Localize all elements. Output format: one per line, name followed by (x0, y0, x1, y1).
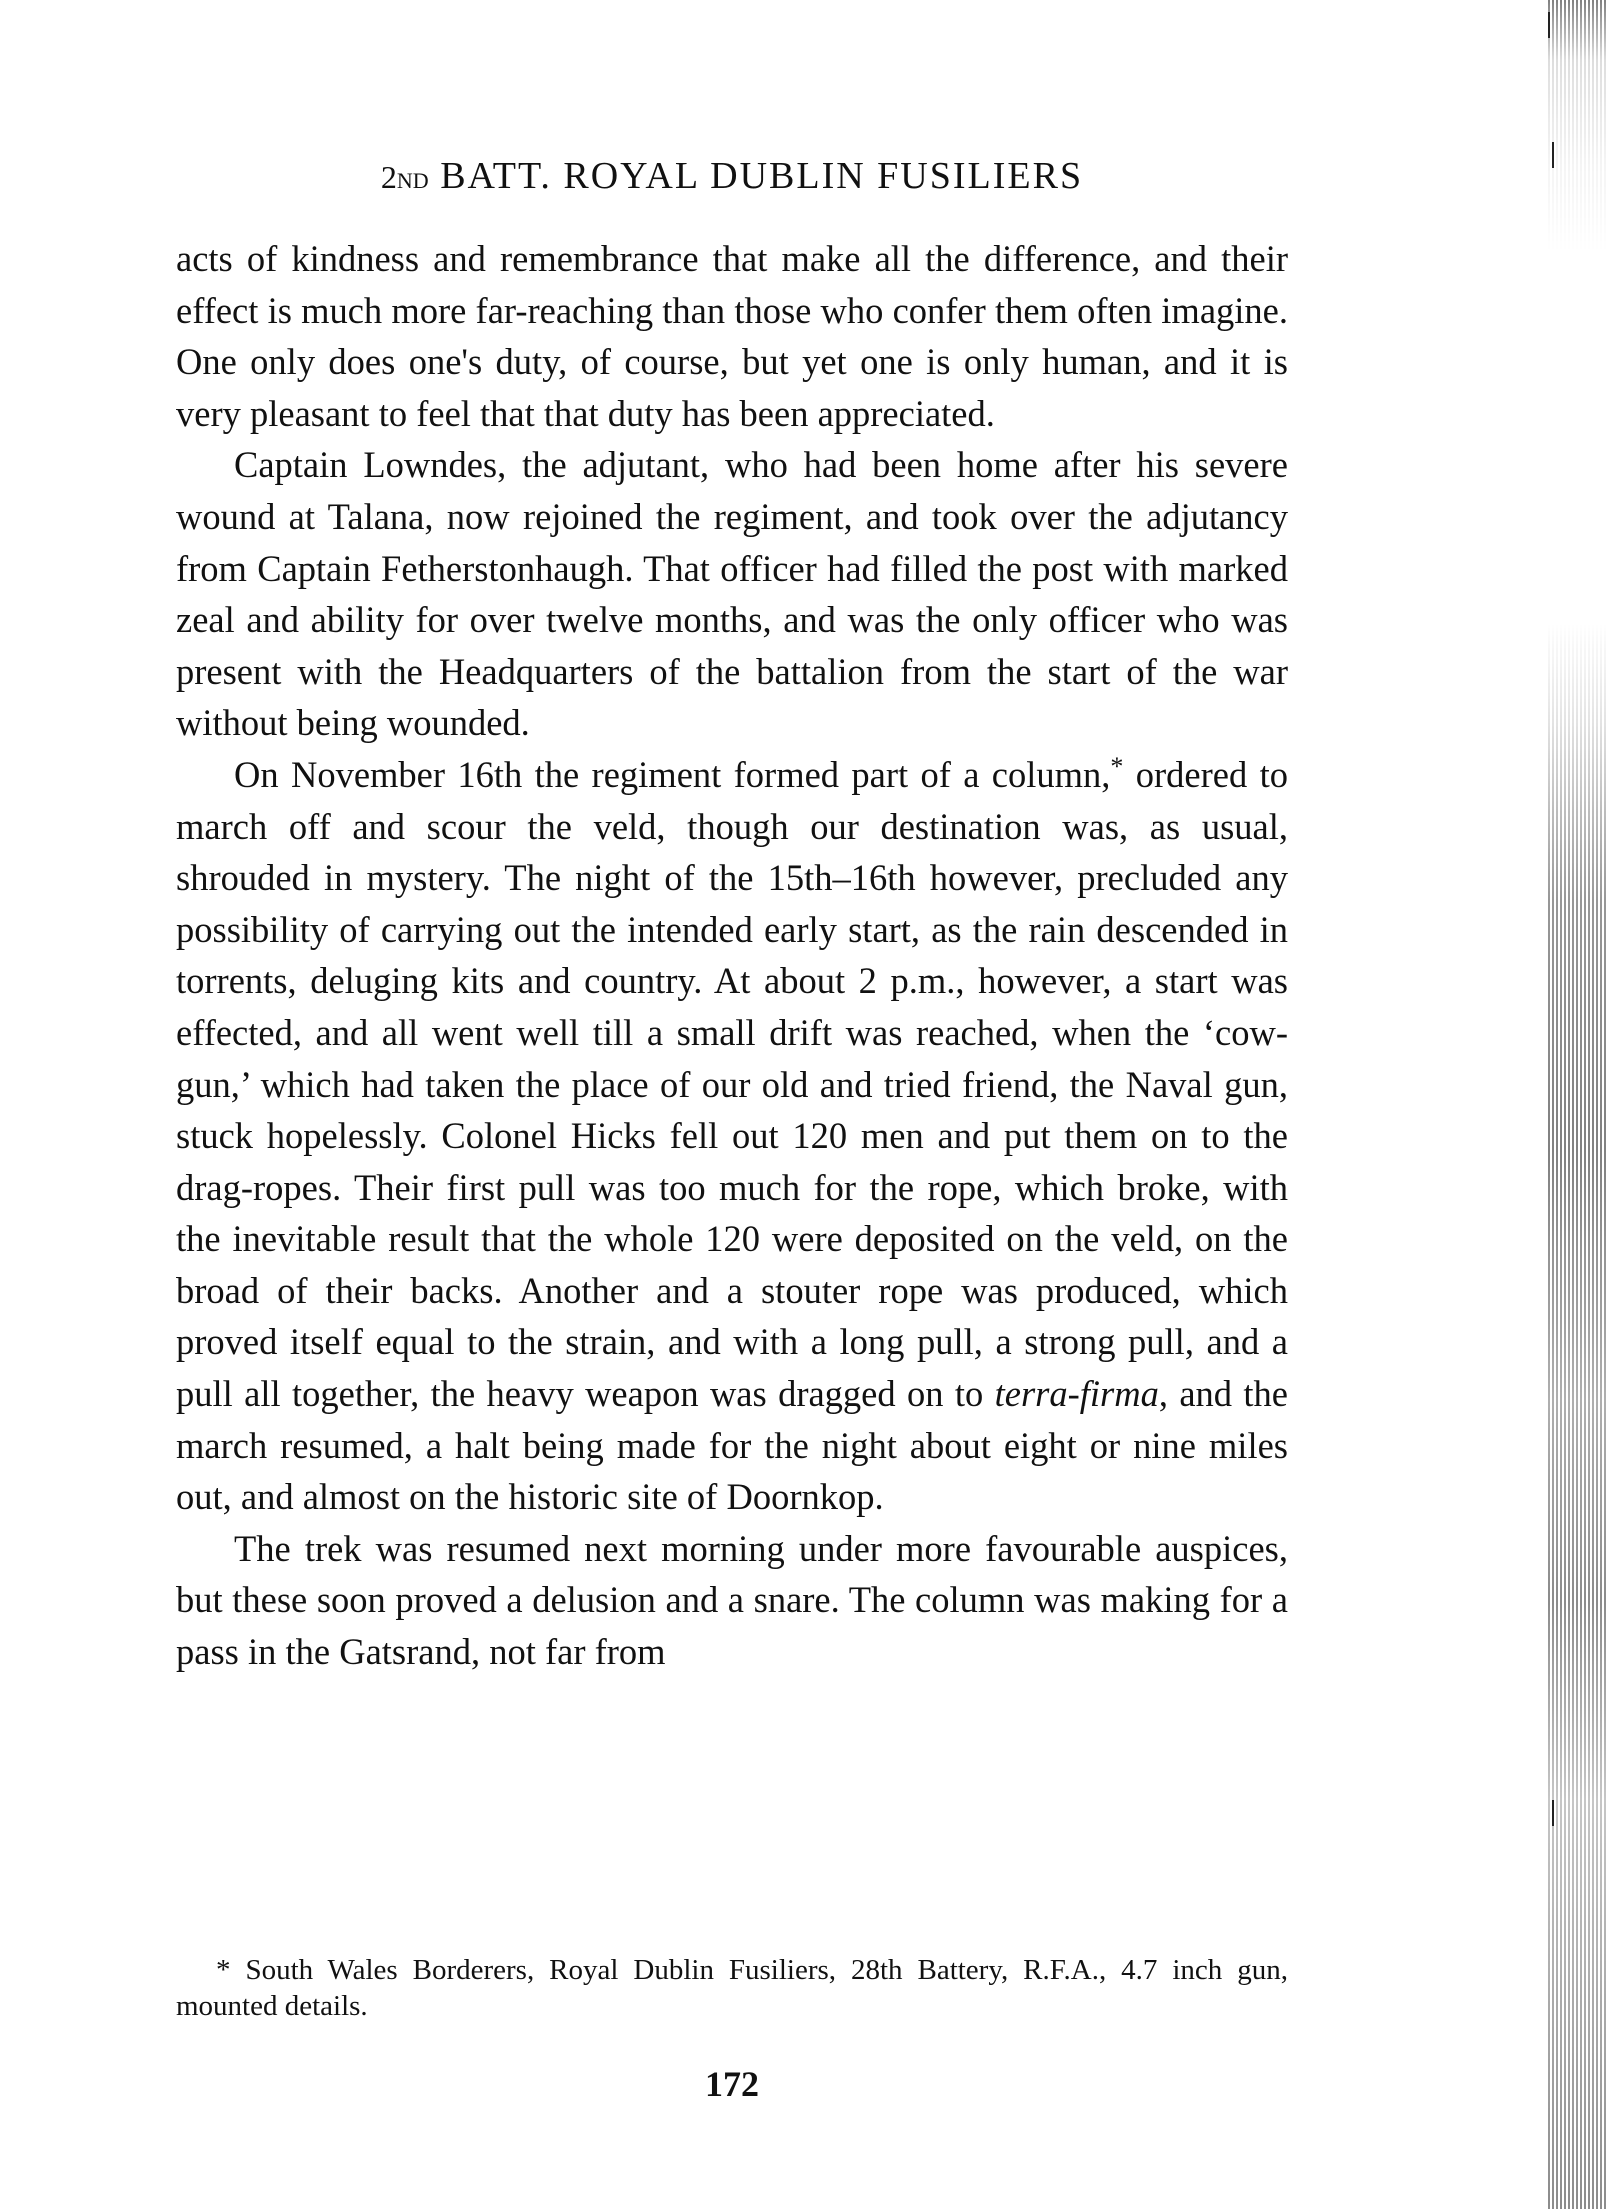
footnote (176, 1952, 1288, 2024)
italic-term: terra-firma (994, 1373, 1159, 1415)
page-number: 172 (705, 2064, 759, 2104)
scan-mark (1548, 12, 1550, 38)
footnote-text: South Wales Borderers, Royal Dublin Fusiliers, 28th Battery, R.F.A., 4.7 inch gun, mounted details. (176, 1954, 1288, 2022)
scan-edge-shadow (1548, 0, 1606, 2209)
paragraph-text: ordered to march off and scour the veld, though our destination was, as usual, shrouded in mystery. The night of the 15th–16th however, precluded any possibility of carrying out the intended early start, as the rain descended in torrents, deluging kits and country. At about 2 p.m., however, a start was effected, and all went well till a small drift was reached, when the ‘cow-gun,’ which had taken the place of our old and tried friend, the Naval gun, stuck hopelessly. Colonel Hicks fell out 120 men and put them on to the drag-ropes. Their first pull was too much for the rope, which broke, with the inevitable result that the whole 120 were deposited on the veld, on the broad of their backs. Another and a stouter rope was produced, which proved itself equal to the strain, and with a long pull, a strong pull, and a pull all together, the heavy weapon was dragged on to (176, 753, 1288, 1415)
footnote-reference: * (1110, 751, 1124, 781)
running-header (176, 152, 1288, 201)
footnote-marker: * (216, 1954, 231, 1986)
paragraph-text: , and the march resumed, a halt being made for the night about eight or nine miles out, and almost on the historic site of Doornkop. (176, 1373, 1289, 1518)
body-text (176, 233, 1288, 1678)
paragraph-continued: acts of kindness and remembrance that make all the difference, and their effect is much more far-reaching than those who confer them often imagine. One only does one's duty, of course, but yet one is only human, and it is very pleasant to feel that that duty has been appreciated. (176, 238, 1288, 434)
paragraph-text: On November 16th the regiment formed part of a column, (234, 753, 1111, 795)
header-ordinal: 2nd (380, 159, 429, 195)
scan-mark (1552, 1800, 1554, 1826)
paragraph-lowndes: Captain Lowndes, the adjutant, who had been home after his severe wound at Talana, now rejoined the regiment, and took over the adjutancy from Captain Fetherstonhaugh. That officer had filled the post with marked zeal and ability for over twelve months, and was the only officer who was present with the Headquarters of the battalion from the start of the war without being wounded. (176, 444, 1288, 744)
paragraph-november-16 (176, 749, 1288, 1523)
scan-mark (1552, 142, 1554, 168)
header-title: BATT. ROYAL DUBLIN FUSILIERS (440, 155, 1084, 197)
paragraph-trek: The trek was resumed next morning under more favourable auspices, but these soon proved a delusion and a snare. The column was making for a pass in the Gatsrand, not far from (176, 1527, 1288, 1673)
